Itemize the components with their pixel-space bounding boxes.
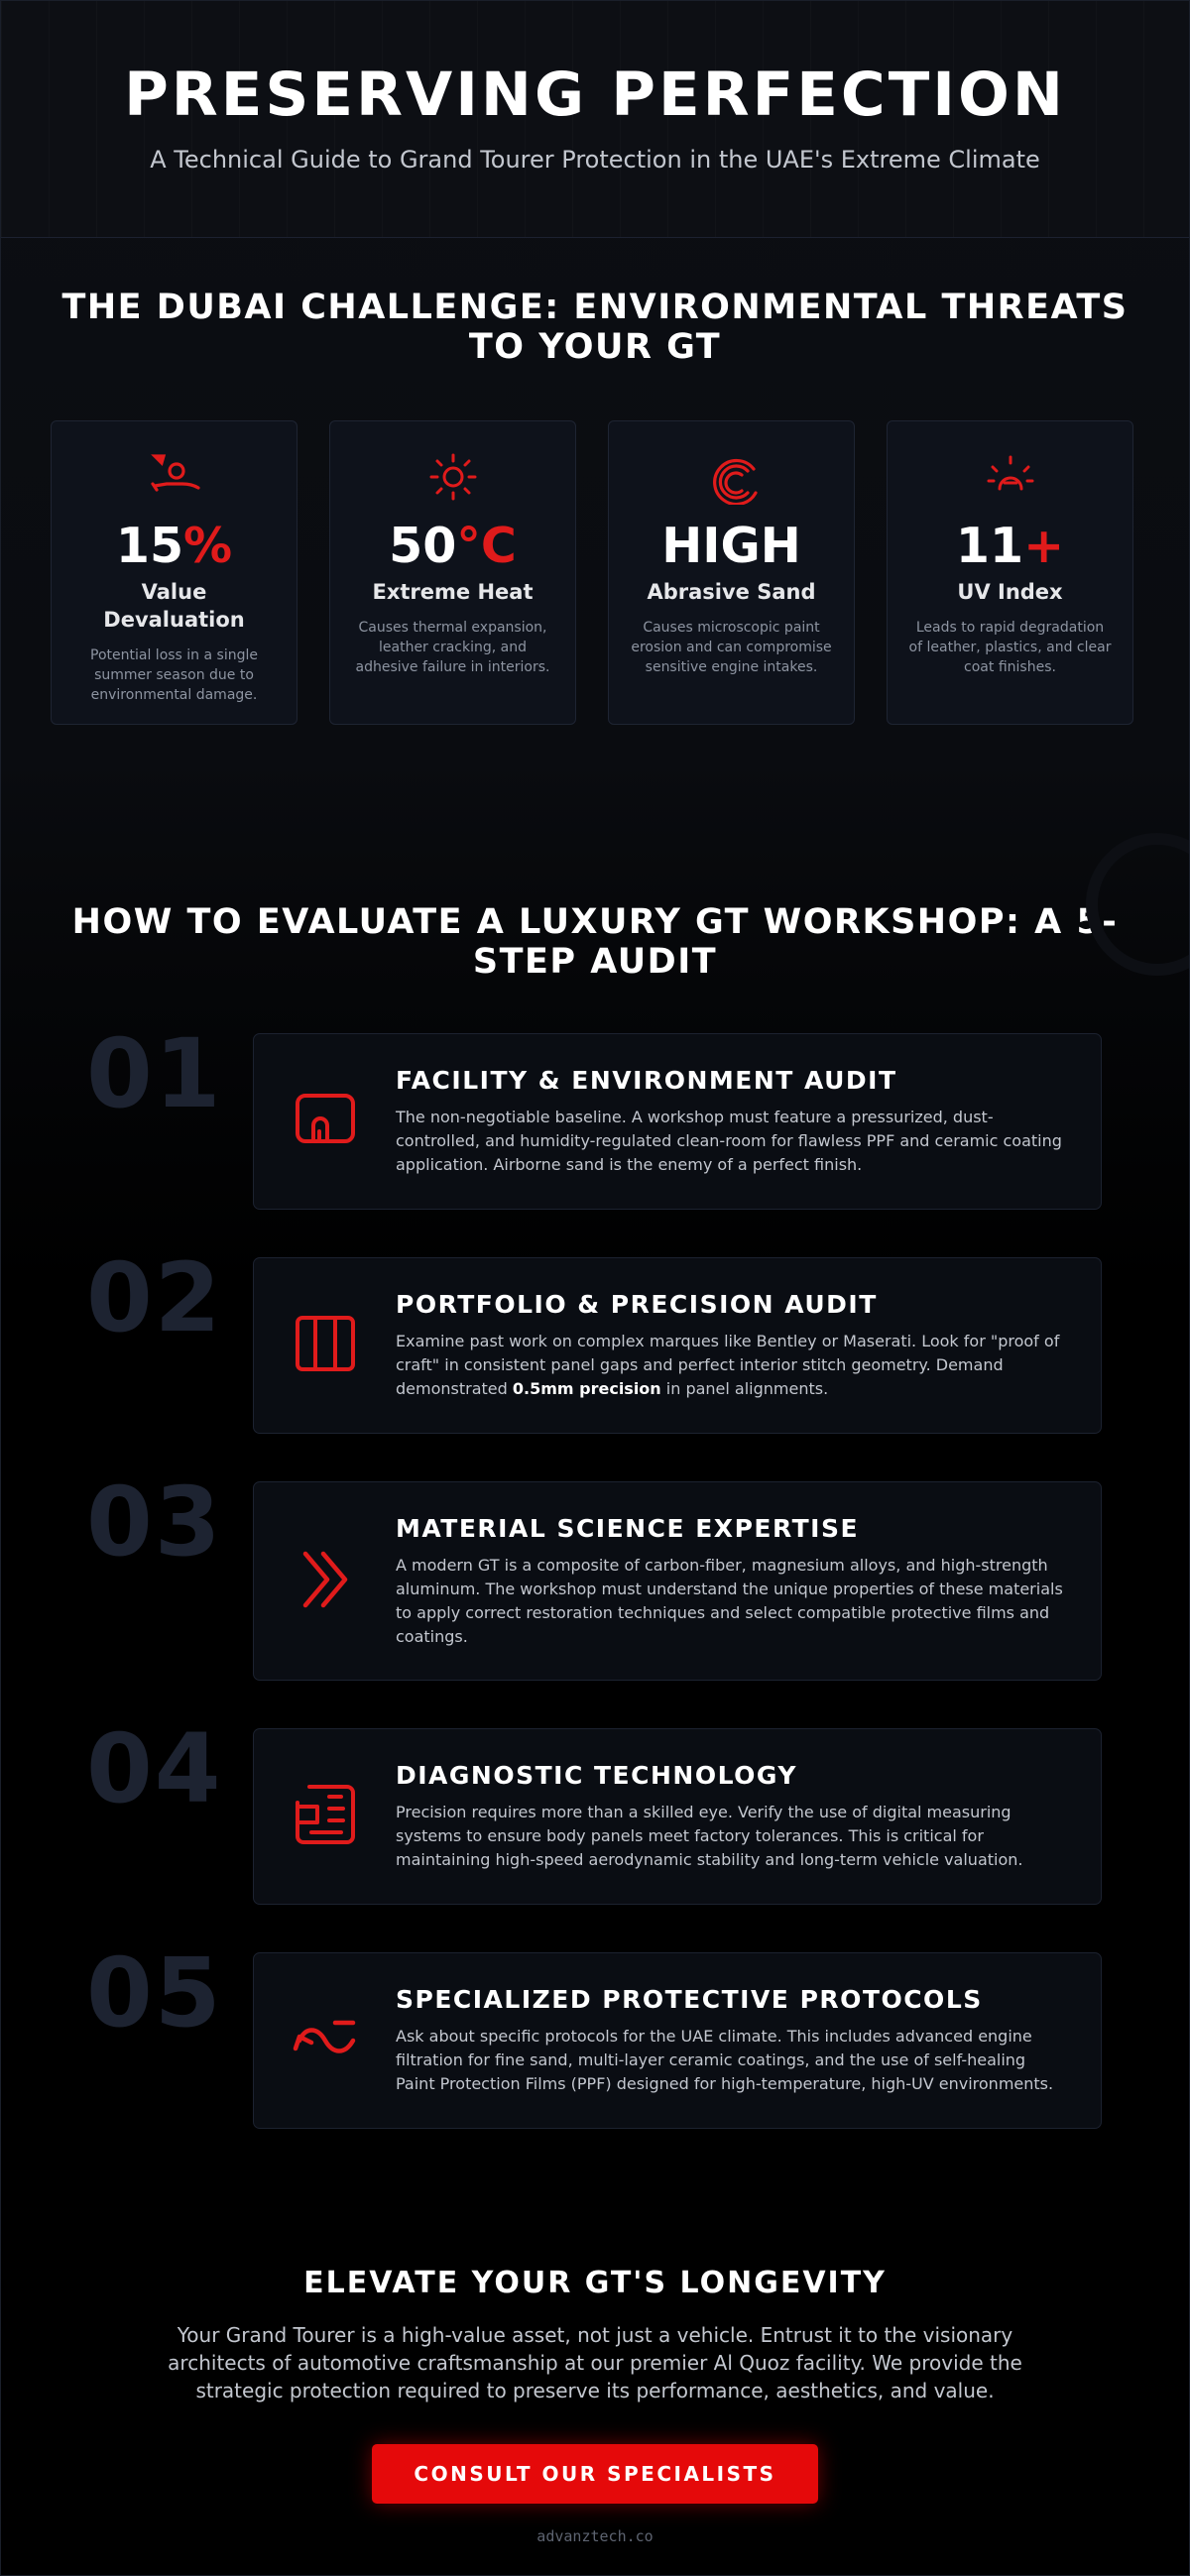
consult-specialists-button[interactable]: CONSULT OUR SPECIALISTS [372, 2444, 818, 2504]
audit-title: HOW TO EVALUATE A LUXURY GT WORKSHOP: A 5-STEP AUDIT [71, 902, 1119, 982]
challenge-section [1, 238, 1189, 843]
step-number: 03 [86, 1466, 223, 1578]
stat-description: Causes microscopic paint erosion and can compromise sensitive engine intakes. [631, 620, 832, 675]
double-chevron-icon [292, 1546, 359, 1617]
stat-card-value-devaluation [51, 420, 298, 725]
audit-steps [1, 1018, 1189, 2129]
cta-text: Your Grand Tourer is a high-value asset, not just a vehicle. Entrust it to the visionary architects of automotive craftsmanship at our premier Al Quoz facility. We provide the strategic protection required to preserve its performance, aesthetics, and value. [168, 2323, 1022, 2402]
audit-step [1, 1937, 1189, 2129]
stat-description: Causes thermal expansion, leather cracking, and adhesive failure in interiors. [355, 620, 550, 675]
step-title: SPECIALIZED PROTECTIVE PROTOCOLS [396, 1985, 983, 2014]
stat-value: 11+ [955, 518, 1065, 574]
value-loss-icon [52, 449, 297, 505]
stat-description: Potential loss in a single summer season due to environmental damage. [90, 647, 258, 703]
cta-section [1, 2176, 1189, 2545]
portfolio-panels-icon [292, 1310, 359, 1381]
audit-step [1, 1018, 1189, 1210]
precision-highlight: 0.5mm precision [512, 1379, 661, 1398]
sand-wind-icon [609, 449, 854, 505]
step-text: Ask about specific protocols for the UAE climate. This includes advanced engine filtration for fine sand, multi-layer ceramic coatings, and the use of self-healing Paint Protection Films (PPF) designed for high-temperature, high-UV environments. [396, 2027, 1054, 2093]
step-text: A modern GT is a composite of carbon-fiber, magnesium alloys, and high-strength aluminum. The workshop must understand the unique properties of these materials to apply correct restoration techniques and select compatible protective films and coatings. [396, 1556, 1063, 1646]
stat-value: 15% [115, 518, 233, 574]
stats-row [51, 420, 1189, 725]
stat-label: Value Devaluation [103, 580, 245, 632]
step-number: 01 [86, 1018, 223, 1129]
cta-title: ELEVATE YOUR GT'S LONGEVITY [303, 2266, 887, 2300]
step-card [253, 1952, 1102, 2129]
step-card [253, 1481, 1102, 1681]
step-number: 02 [86, 1242, 223, 1353]
stat-value: 50°C [389, 518, 517, 574]
stat-value: HIGH [661, 518, 801, 574]
step-title: PORTFOLIO & PRECISION AUDIT [396, 1290, 878, 1319]
page-subtitle: A Technical Guide to Grand Tourer Protection in the UAE's Extreme Climate [150, 146, 1040, 174]
step-card [253, 1728, 1102, 1905]
stat-description: Leads to rapid degradation of leather, plastics, and clear coat finishes. [908, 620, 1112, 675]
protection-loop-icon [292, 2005, 359, 2076]
sun-icon [330, 449, 575, 505]
step-number: 05 [86, 1937, 223, 2049]
audit-step [1, 1713, 1189, 1905]
step-card [253, 1033, 1102, 1210]
audit-step [1, 1466, 1189, 1681]
uv-sunrise-icon [888, 449, 1132, 505]
step-title: MATERIAL SCIENCE EXPERTISE [396, 1514, 860, 1543]
step-title: FACILITY & ENVIRONMENT AUDIT [396, 1066, 897, 1095]
step-text: The non-negotiable baseline. A workshop must feature a pressurized, dust-controlled, and humidity-regulated clean-room for flawless PPF and ceramic coating application. Airborne sand is the enemy of a perfect finish. [396, 1108, 1062, 1174]
page-title: PRESERVING PERFECTION [124, 59, 1066, 130]
step-text: Examine past work on complex marques like Bentley or Maserati. Look for "proof of craft" in consistent panel gaps and perfect interior stitch geometry. Demand demonstrated 0.5mm precision in panel alignments. [396, 1332, 1060, 1398]
diagnostic-scanner-icon [292, 1781, 359, 1852]
stat-card-uv-index [887, 420, 1133, 725]
hero-header [1, 1, 1189, 238]
audit-section [1, 843, 1189, 2129]
step-number: 04 [86, 1713, 223, 1824]
step-text: Precision requires more than a skilled eye. Verify the use of digital measuring systems to ensure body panels meet factory tolerances. This is critical for maintaining high-speed aerodynamic stability and long-term vehicle valuation. [396, 1803, 1023, 1869]
clean-room-icon [292, 1086, 359, 1157]
stat-card-extreme-heat [329, 420, 576, 725]
stat-card-abrasive-sand [608, 420, 855, 725]
stat-label: Abrasive Sand [647, 580, 816, 604]
stat-label: Extreme Heat [372, 580, 534, 604]
challenge-title: THE DUBAI CHALLENGE: ENVIRONMENTAL THREATS TO YOUR GT [61, 288, 1129, 367]
step-title: DIAGNOSTIC TECHNOLOGY [396, 1761, 797, 1790]
site-domain: advanztech.co [536, 2527, 654, 2545]
step-card [253, 1257, 1102, 1434]
stat-label: UV Index [957, 580, 1063, 604]
audit-step [1, 1242, 1189, 1434]
